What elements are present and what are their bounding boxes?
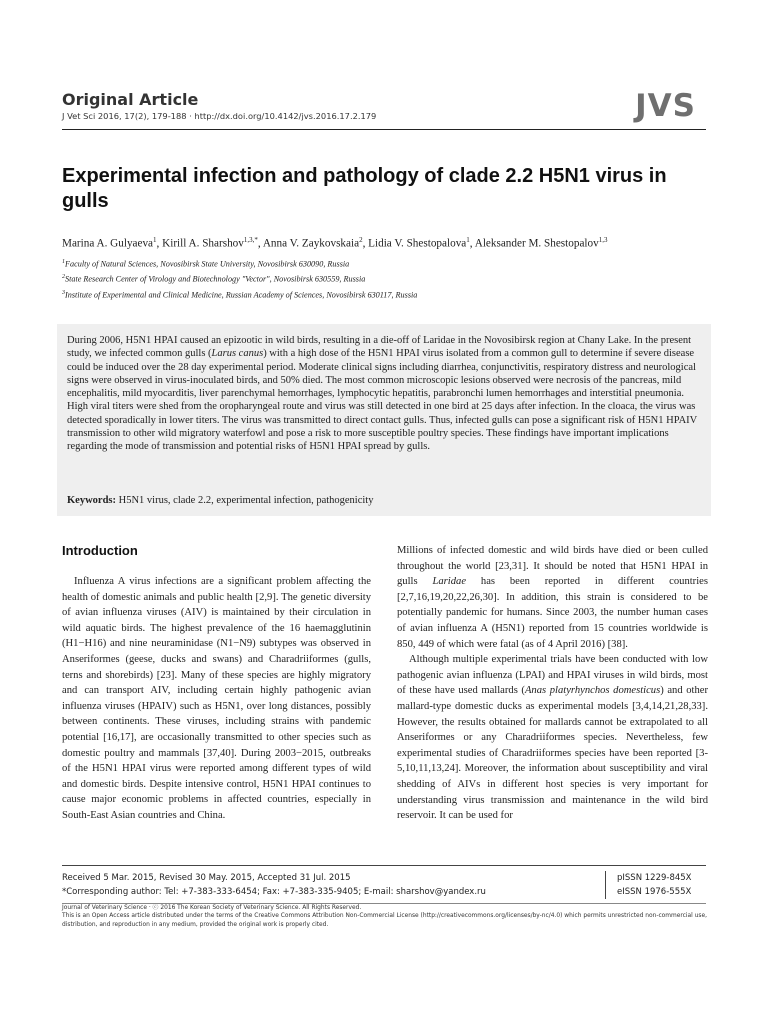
abstract-segment: During 2006, H5N1 HPAI caused an epizootic in wild birds, resulting in a die-off of Laridae in the Novosibirsk region at Chany Lake. In the present study, we infected common gulls ( (67, 335, 692, 360)
body-column-right (397, 543, 708, 824)
author-affiliation-mark: 2 (359, 236, 363, 244)
affiliation-list (62, 256, 712, 302)
license-notice[interactable]: This is an Open Access article distributed under the terms of the Creative Commons Attribution Non-Commercial License (http://creativecommons.org/licenses/by-nc/4.0) which permits unrestricted non-commercial use, distribution, and reproduction in any medium, provided the original work is properly cited. (62, 913, 707, 928)
affiliation-item (62, 287, 712, 302)
author-affiliation-mark: 1,3 (598, 236, 608, 244)
paragraph (397, 543, 708, 652)
electronic-issn: eISSN 1976-555X (617, 887, 692, 897)
author-name: Kirill A. Sharshov (162, 237, 244, 250)
received-dates: Received 5 Mar. 2015, Revised 30 May. 2015, Accepted 31 Jul. 2015 (62, 873, 351, 883)
abstract-segment: ) with a high dose of the H5N1 HPAI virus isolated from a common gull to determine if severe disease could be induced over the 28 day experimental period. Moderate clinical signs including diarrhea, conjunctivitis, respiratory distress and neurological signs were observed in virus-inoculated birds, and 50% died. The most common microscopic lesions observed were necrosis of the pancreas, mild encephalitis, mild myocarditis, liver parenchymal hemorrhages, lymphocytic hepatitis, parabronchi lumen hemorrhages and interstitial pneumonia. High viral titers were shed from the oropharyngeal route and virus was still detected in one bird at 25 days after infection. In the cloaca, the virus was detected sporadically in lower titers. The virus was transmitted to direct contact gulls. Thus, infected gulls can pose a significant risk of H5N1 HPAIV transmission to other wild migratory waterfowl and pose a risk to more susceptible poultry species. These findings have important implications regarding the mode of transmission and potential risks of H5N1 HPAI spread by gulls. (67, 348, 698, 453)
paragraph (397, 652, 708, 824)
author-name: Lidia V. Shestopalova (368, 237, 467, 250)
text-segment: ) and other mallard-type domestic ducks as experimental models [3,4,14,21,28,33]. However, the results obtained for mallards cannot be extrapolated to all Anseriformes or any Charadriiformes species. Nevertheless, few experimental studies of Charadriiformes species have been reported [3-5,10,11,13,24]. Moreover, the information about susceptibility and viral shedding of AIVs in different host species is very important for understanding virus transmission and maintenance in the wild bird reservoir. It can be used for (397, 685, 709, 822)
keywords-value: H5N1 virus, clade 2.2, experimental infection, pathogenicity (118, 495, 374, 506)
species-name: Larus canus (211, 348, 264, 360)
keywords-label: Keywords: (67, 495, 116, 506)
species-name: Laridae (432, 576, 467, 588)
author-name: Anna V. Zaykovskaia (262, 237, 360, 250)
article-title: Experimental infection and pathology of clade 2.2 H5N1 virus in gulls (62, 165, 667, 212)
author-affiliation-mark: 1,3,* (243, 236, 258, 244)
text-segment: Millions of infected domestic and wild birds have died or been culled throughout the world [23,31]. It should be noted that H5N1 HPAI in gulls (397, 545, 708, 588)
keywords (67, 494, 705, 507)
citation-line[interactable]: J Vet Sci 2016, 17(2), 179-188 · http://dx.doi.org/10.4142/jvs.2016.17.2.179 (62, 111, 377, 121)
author-name: Marina A. Gulyaeva (62, 237, 154, 250)
issn-divider (605, 871, 606, 899)
affiliation-mark: 3 (62, 289, 65, 296)
abstract-text (67, 334, 705, 454)
article-type-label: Original Article (62, 90, 199, 109)
species-name: Anas platyrhynchos domesticus (524, 685, 661, 697)
affiliation-mark: 1 (62, 259, 65, 265)
footer-divider (62, 865, 706, 866)
text-segment: has been reported in different countries [2,7,16,19,20,22,26,30]. In addition, this strain is considered to be potentially pandemic for humans. Since 2003, the number human cases of avian influenza A (H5N1) reported from 15 countries worldwide is 850, 449 of which were fatal (as of 4 April 2016) [38]. (397, 576, 708, 650)
author-affiliation-mark: 1 (153, 236, 157, 244)
paragraph: Influenza A virus infections are a significant problem affecting the health of domestic animals and public health [2,9]. The genetic diversity of avian influenza viruses (AIV) is maintained by their circulation in wild aquatic birds. The highest prevalence of the 16 haemagglutinin (H1−H16) and nine neuraminidase (N1−N9) subtypes was observed in Anseriformes (geese, ducks and swans) and Charadriiformes (gulls, terns and shorebirds) [23]. Many of these species are highly migratory and can transport AIV, including certain highly pathogenic avian influenza viruses (HPAIV) such as H5N1, over long distances, possibly between continents. These viruses, including strains with pandemic potential [16,17], are occasionally transmitted to other species such as domestic poultry and mammals [37,40]. During 2003−2015, outbreaks of the H5N1 HPAI virus were reported among different types of wild and domestic birds. Despite intensive control, H5N1 HPAI continues to cause major economic problems in affected countries, especially in South-East Asian countries and China. (62, 576, 371, 821)
affiliation-text: Institute of Experimental and Clinical Medicine, Russian Academy of Sciences, Novosibirsk 630117, Russia (65, 290, 418, 300)
author-name: Aleksander M. Shestopalov (474, 237, 599, 250)
journal-logo: JVS (635, 88, 696, 124)
affiliation-text: State Research Center of Virology and Biotechnology "Vector", Novosibirsk 630559, Russia (65, 275, 366, 285)
text-segment: Although multiple experimental trials have been conducted with low pathogenic avian influenza (LPAI) and HPAI viruses in wild birds, most of these have used mallards ( (397, 654, 708, 697)
affiliation-item (62, 271, 712, 286)
affiliation-mark: 2 (62, 274, 65, 281)
affiliation-item (62, 256, 712, 271)
author-affiliation-mark: 1 (466, 236, 470, 244)
author-list: Marina A. Gulyaeva$^1$, Kirill A. Sharshov$^{1,3,*}$, Anna V. Zaykovskaia$^2$, Lidia V. Shestopalova$^1$, Aleksander M. Shestopalov$^{1,3}$ (62, 236, 608, 250)
corresponding-author[interactable]: *Corresponding author: Tel: +7-383-333-6454; Fax: +7-383-335-9405; E-mail: sharshov@yandex.ru (62, 887, 486, 897)
affiliation-text: Faculty of Natural Sciences, Novosibirsk State University, Novosibirsk 630090, Russia (65, 259, 350, 269)
body-column-left (62, 574, 371, 824)
print-issn: pISSN 1229-845X (617, 873, 692, 883)
copyright-notice: Journal of Veterinary Science · ⓒ 2016 The Korean Society of Veterinary Science. All Rights Reserved. (62, 905, 362, 911)
section-heading-introduction: Introduction (62, 543, 138, 558)
header-divider (62, 129, 706, 130)
